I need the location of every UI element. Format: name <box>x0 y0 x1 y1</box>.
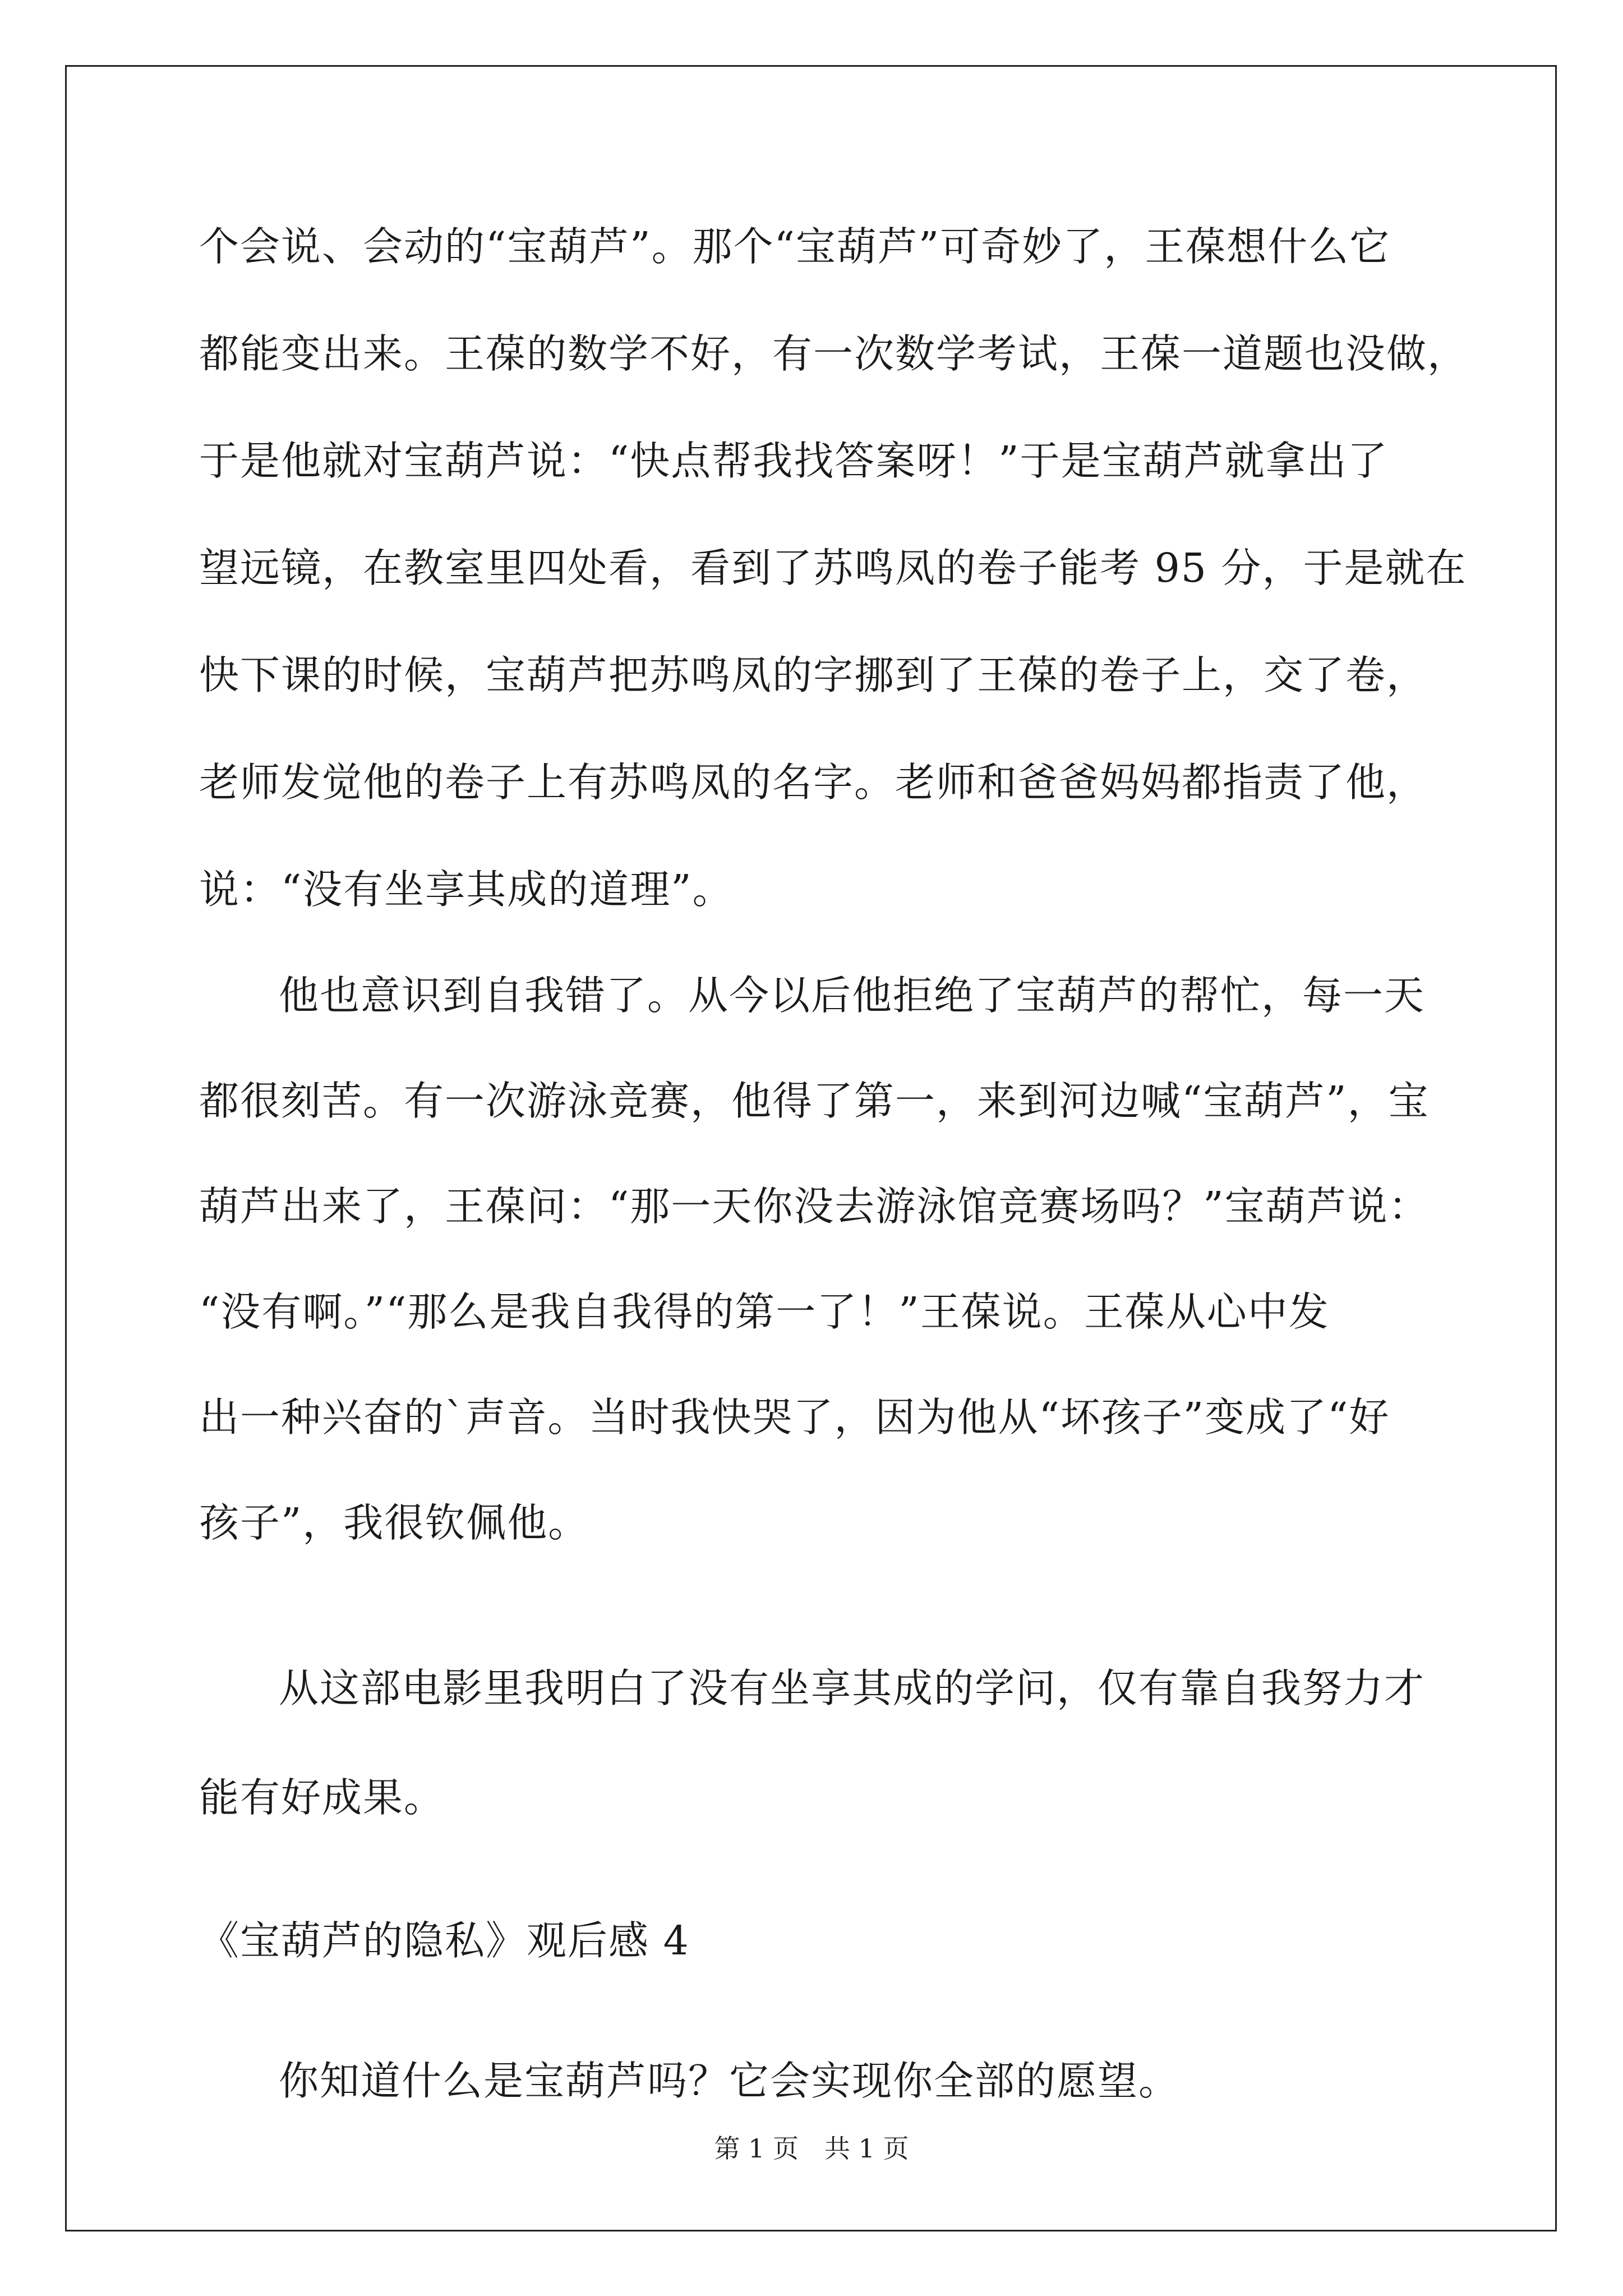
text-line: 说：“没有坐享其成的道理”。 <box>199 866 734 913</box>
paragraph-2 <box>199 968 1430 1600</box>
text-line: 个会说、会动的“宝葫芦”。那个“宝葫芦”可奇妙了，王葆想什么它 <box>199 223 1391 270</box>
text-line: 都能变出来。王葆的数学不好，有一次数学考试，王葆一道题也没做， <box>199 330 1469 377</box>
text-line: 他也意识到自我错了。从今以后他拒绝了宝葫芦的帮忙，每一天 <box>279 972 1426 1019</box>
text-line: 葫芦出来了，王葆问：“那一天你没去游泳馆竞赛场吗？”宝葫芦说： <box>199 1183 1430 1230</box>
paragraph-4 <box>199 2053 1179 2109</box>
heading-text: 《宝葫芦的隐私》观后感 4 <box>199 1917 690 1964</box>
paragraph-3 <box>199 1660 1425 1879</box>
text-line: 孩子”，我很钦佩他。 <box>199 1499 589 1546</box>
text-line: 出一种兴奋的`声音。当时我快哭了，因为他从“坏孩子”变成了“好 <box>199 1394 1390 1441</box>
paragraph-1 <box>199 219 1468 969</box>
text-line: 望远镜，在教室里四处看，看到了苏鸣凤的卷子能考 95 分，于是就在 <box>199 545 1467 591</box>
text-line: 能有好成果。 <box>199 1774 445 1821</box>
text-line: 快下课的时候，宝葫芦把苏鸣凤的字挪到了王葆的卷子上，交了卷， <box>199 652 1428 698</box>
text-line: “没有啊。”“那么是我自我得的第一了！”王葆说。王葆从心中发 <box>199 1289 1330 1335</box>
text-line: 都很刻苦。有一次游泳竞赛，他得了第一，来到河边喊“宝葫芦”，宝 <box>199 1078 1430 1124</box>
text-line: 从这部电影里我明白了没有坐享其成的学问，仅有靠自我努力才 <box>279 1665 1426 1711</box>
page-footer <box>0 2132 1623 2165</box>
page-indicator: 第 1 页 共 1 页 <box>714 2133 909 2164</box>
text-line: 你知道什么是宝葫芦吗？它会实现你全部的愿望。 <box>279 2058 1180 2104</box>
text-line: 于是他就对宝葫芦说：“快点帮我找答案呀！”于是宝葫芦就拿出了 <box>199 438 1389 484</box>
section-heading <box>199 1913 690 1969</box>
text-line: 老师发觉他的卷子上有苏鸣凤的名字。老师和爸爸妈妈都指责了他， <box>199 759 1428 806</box>
